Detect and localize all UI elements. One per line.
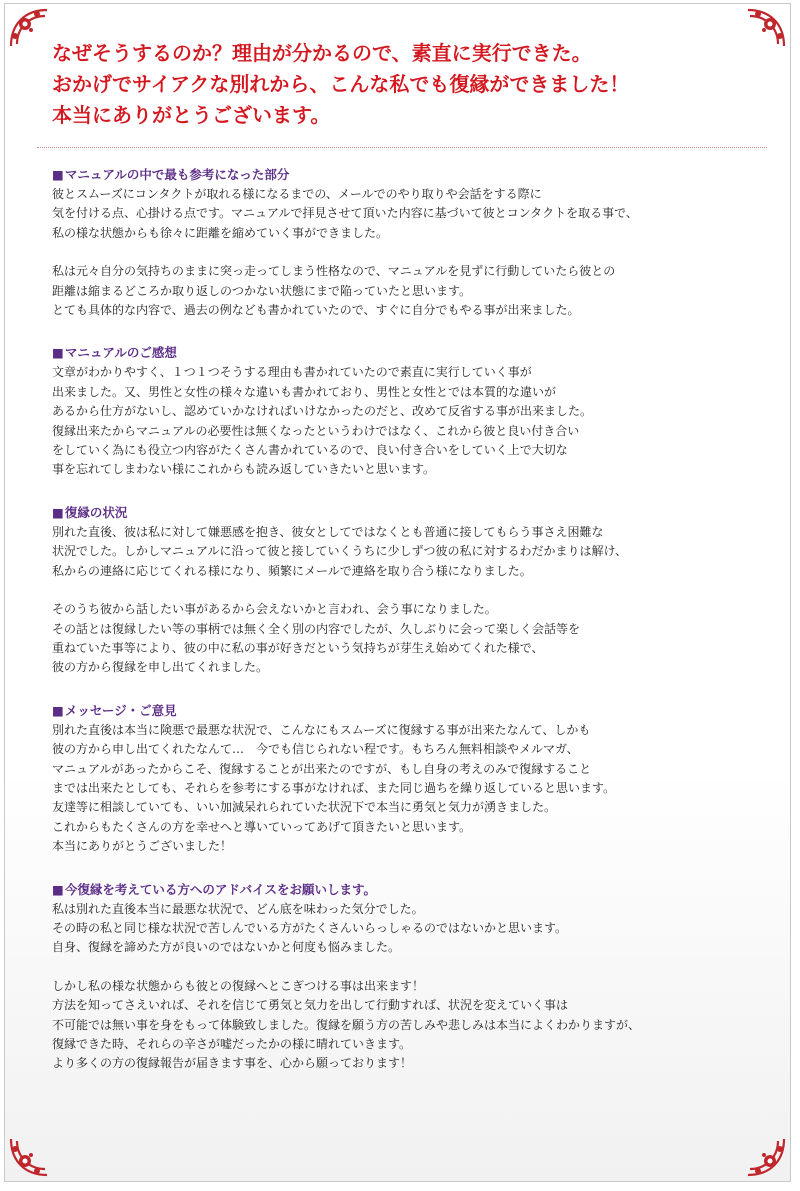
paragraph-line: 私は元々自分の気持ちのままに突っ走ってしまう性格なので、マニュアルを見ずに行動していたら彼との — [52, 264, 616, 279]
section-heading-text: マニュアルの中で最も参考になった部分 — [64, 167, 290, 182]
testimonial-section — [52, 164, 772, 320]
floral-corner-ornament-icon — [7, 6, 51, 50]
paragraph-line: 私の様な状態からも徐々に距離を縮めていく事ができました。 — [52, 225, 389, 240]
section-paragraph — [52, 600, 772, 678]
paragraph-line: その時の私と同じ様な状況で苦しんでいる方がたくさんいらっしゃるのではないかと思います。 — [52, 920, 568, 935]
paragraph-line: 彼の方から復縁を申し出てくれました。 — [52, 660, 269, 675]
paragraph-line: これからもたくさんの方を幸せへと導いていってあげて頂きたいと思います。 — [52, 819, 472, 834]
paragraph-line: 別れた直後、彼は私に対して嫌悪感を抱き、彼女としてではなくとも普通に接してもらう事さえ困難な — [52, 524, 604, 539]
paragraph-line: 出来ました。又、男性と女性の様々な違いも書かれており、男性と女性とでは本質的な違いが — [52, 384, 557, 399]
paragraph-line: 本当にありがとうございました！ — [52, 839, 233, 854]
testimonial-section — [52, 342, 772, 479]
testimonial-body — [52, 164, 772, 1096]
paragraph-line: しかし私の様な状態からも彼との復縁へとこぎつける事は出来ます！ — [52, 978, 425, 993]
paragraph-line: 気を付ける点、心掛ける点です。マニュアルで拝見させて頂いた内容に基づいて彼とコンタクトを取る事で、 — [52, 206, 638, 221]
square-bullet-icon: ■ — [52, 167, 64, 182]
headline-line: 本当にありがとうございます。 — [52, 103, 331, 127]
paragraph-line: 文章がわかりやすく、１つ１つそうする理由も書かれていたので素直に実行していく事が — [52, 365, 532, 380]
paragraph-line: 別れた直後は本当に険悪で最悪な状況で、こんなにもスムーズに復縁する事が出来たなんて、しかも — [52, 722, 591, 737]
section-heading — [52, 879, 772, 900]
dotted-divider — [37, 147, 767, 148]
paragraph-line: 彼の方から申し出てくれたなんて… 今でも信じられない程です。もちろん無料相談やメルマガ、 — [52, 742, 579, 757]
section-paragraph — [52, 900, 772, 958]
paragraph-line: 不可能では無い事を身をもって体験致しました。復縁を願う方の苦しみや悲しみは本当によくわかりますが、 — [52, 1017, 641, 1032]
paragraph-line: 復縁できた時、それらの辛さが嘘だったかの様に晴れていきます。 — [52, 1037, 412, 1051]
paragraph-line: より多くの方の復縁報告が届きます事を、心から願っております！ — [52, 1056, 413, 1071]
paragraph-line: 彼とスムーズにコンタクトが取れる様になるまでの、メールでのやり取りや会話をする際に — [52, 187, 542, 201]
section-paragraph — [52, 977, 772, 1074]
floral-corner-ornament-icon — [744, 1135, 788, 1179]
section-heading — [52, 342, 772, 363]
paragraph-line: 自身、復縁を諦めた方が良いのではないかと何度も悩みました。 — [52, 940, 401, 955]
headline — [52, 38, 752, 131]
paragraph-line: 友達等に相談していても、いい加減呆れられていた状況下で本当に勇気と気力が湧きました。 — [52, 800, 557, 815]
section-paragraph — [52, 262, 772, 320]
floral-corner-ornament-icon — [7, 1135, 51, 1179]
square-bullet-icon: ■ — [52, 881, 64, 897]
square-bullet-icon: ■ — [52, 345, 64, 361]
paragraph-line: 状況でした。しかしマニュアルに沿って彼と接していくうちに少しずつ彼の私に対するわだかまりは解け、 — [52, 544, 628, 559]
testimonial-section — [52, 502, 772, 678]
paragraph-line: あるから仕方がないし、認めていかなければいけなかったのだと、改めて反省する事が出来ました。 — [52, 404, 593, 419]
testimonial-frame — [4, 3, 791, 1182]
section-heading-text: メッセージ・ご意見 — [64, 702, 177, 718]
paragraph-line: そのうち彼から話したい事があるから会えないかと言われ、会う事になりました。 — [52, 602, 497, 617]
paragraph-line: 事を忘れてしまわない様にこれからも読み返していきたいと思います。 — [52, 462, 436, 477]
section-paragraph — [52, 363, 772, 479]
paragraph-line: 復縁出来たからマニュアルの必要性は無くなったというわけではなく、これから彼と良い付き合い — [52, 423, 580, 438]
paragraph-line: をしていく為にも役立つ内容がたくさん書かれているので、良い付き合いをしていく上で大切な — [52, 443, 568, 458]
paragraph-line: 方法を知ってさえいれば、それを信じて勇気と気力を出して行動すれば、状況を変えていく事は — [52, 998, 569, 1013]
paragraph-line: とても具体的な内容で、過去の例なども書かれていたので、すぐに自分でもやる事が出来ました。 — [52, 303, 580, 318]
testimonial-section — [52, 700, 772, 857]
testimonial-section — [52, 879, 772, 1074]
section-heading-text: マニュアルのご感想 — [64, 345, 177, 361]
headline-line: おかげでサイアクな別れから、こんな私でも復縁ができました！ — [52, 72, 630, 96]
paragraph-line: 私は別れた直後本当に最悪な状況で、どん底を味わった気分でした。 — [52, 901, 424, 916]
section-heading — [52, 164, 772, 185]
paragraph-line: その話とは復縁したい等の事柄では無く全く別の内容でしたが、久しぶりに会って楽しく会話等を — [52, 621, 581, 636]
paragraph-line: 重ねていた事等により、彼の中に私の事が好きだという気持ちが芽生え始めてくれた様で、 — [52, 640, 544, 655]
section-heading — [52, 700, 772, 721]
section-heading-text: 今復縁を考えている方へのアドバイスをお願いします。 — [64, 881, 376, 897]
headline-line: なぜそうするのか？理由が分かるので、素直に実行できた。 — [52, 41, 592, 65]
section-heading-text: 復縁の状況 — [64, 504, 128, 520]
section-paragraph — [52, 523, 772, 581]
section-heading — [52, 502, 772, 523]
square-bullet-icon: ■ — [52, 702, 64, 718]
square-bullet-icon: ■ — [52, 504, 64, 520]
section-paragraph — [52, 185, 772, 243]
paragraph-line: までは出来たとしても、それらを参考にする事がなければ、また同じ過ちを繰り返していると思います。 — [52, 780, 616, 795]
paragraph-line: 距離は縮まるどころか取り返しのつかない状態にまで陥っていたと思います。 — [52, 283, 472, 298]
paragraph-line: 私からの連絡に応じてくれる様になり、頻繁にメールで連絡を取り合う様になりました。 — [52, 563, 532, 578]
section-paragraph — [52, 721, 772, 857]
paragraph-line: マニュアルがあったからこそ、復縁することが出来たのですが、もし自身の考えのみで復縁すること — [52, 761, 592, 776]
